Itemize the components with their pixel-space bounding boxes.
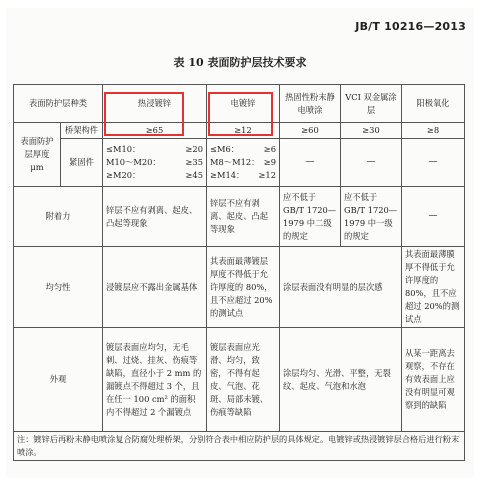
uniformity-hot-dip: 浸镀层应不露出金属基体 xyxy=(103,247,207,328)
header-thermo: 热固性粉末静电喷涂 xyxy=(280,85,341,123)
thickness-label: 表面防护层厚度 μm xyxy=(14,123,61,187)
fastener-electro xyxy=(207,139,280,187)
highlight-hot-dip-box xyxy=(104,92,184,136)
fastener-hot-dip xyxy=(103,139,207,187)
bridge-vci: ≥30 xyxy=(341,123,402,139)
fastener-electro-line: ≥M14： ≥12 xyxy=(210,170,276,180)
bridge-hot-dip: ≥65 xyxy=(103,123,207,139)
note-row xyxy=(14,432,465,461)
uniformity-row xyxy=(14,247,465,328)
bridge-thermo: ≥60 xyxy=(280,123,341,139)
uniformity-thermo-vci: 涂层表面没有明显的层次感 xyxy=(280,247,402,328)
adhesion-thermo: 应不低于GB/T 1720—1979 中二级的规定 xyxy=(280,187,341,247)
adhesion-hot-dip: 锌层不应有剥离、起皮、凸起等现象 xyxy=(103,187,207,247)
adhesion-vci: 应不低于GB/T 1720—1979 中一级的规定 xyxy=(341,187,402,247)
fastener-hot-dip-line: M10～M20： ≥35 xyxy=(106,157,203,167)
bridge-anodic: ≥8 xyxy=(402,123,465,139)
table-title: 表 10 表面防护层技术要求 xyxy=(173,56,307,69)
header-electro: 电镀锌 xyxy=(207,85,280,123)
highlight-electro-box xyxy=(208,92,273,136)
appearance-anodic: 从某一距离去观察，不存在有效表面上应没有明显可观察到的缺陷 xyxy=(402,328,465,432)
uniformity-label: 均匀性 xyxy=(14,247,103,328)
appearance-label: 外观 xyxy=(14,328,103,432)
fastener-hot-dip-line: ≥M20： ≥45 xyxy=(106,170,203,180)
fastener-anodic: — xyxy=(402,139,465,187)
uniformity-anodic: 其表面最薄膜厚不得低于允许厚度的 80%，且不应超过 20%的测试点 xyxy=(402,247,465,328)
table-note: 注：镀锌后再粉末静电喷涂复合防腐处理桥架，分别符合表中相应防护层的具体规定。电镀锌或热浸镀锌层合格后进行粉末喷涂。 xyxy=(14,432,465,461)
adhesion-row xyxy=(14,187,465,247)
fastener-electro-line: ≤M6： ≥6 xyxy=(210,144,276,154)
standard-number: JB/T 10216—2013 xyxy=(355,20,466,33)
adhesion-label: 附着力 xyxy=(14,187,103,247)
adhesion-anodic: — xyxy=(402,187,465,247)
fastener-vci: — xyxy=(341,139,402,187)
fastener-hot-dip-line: ≤M10： ≥20 xyxy=(106,144,203,154)
appearance-electro: 镀层表面应光滑、均匀，致密，不得有起皮、气泡、花斑、局部未镀、伤痕等缺陷 xyxy=(207,328,280,432)
protection-layer-table xyxy=(13,84,465,461)
header-vci: VCI 双金属涂层 xyxy=(341,85,402,123)
bridge-label: 桥架构件 xyxy=(61,123,103,139)
fastener-label: 紧固件 xyxy=(61,139,103,187)
fastener-electro-line: M8～M12： ≥9 xyxy=(210,157,276,167)
appearance-hot-dip: 镀层表面应均匀，无毛刺、过烧、挂灰、伤痕等缺陷，直径小于 2 mm 的漏镀点不得超过 3 个，且在任一 100 cm² 的面积内不得超过 2 个漏镀点 xyxy=(103,328,207,432)
header-hot-dip: 热浸镀锌 xyxy=(103,85,207,123)
uniformity-electro: 其表面最薄镀层厚度不得低于允许厚度的 80%，且不应超过 20% 的测试点 xyxy=(207,247,280,328)
thickness-fastener-row xyxy=(14,139,465,187)
appearance-row xyxy=(14,328,465,432)
fastener-thermo: — xyxy=(280,139,341,187)
header-type: 表面防护层种类 xyxy=(14,85,103,123)
bridge-electro: ≥12 xyxy=(207,123,280,139)
adhesion-electro: 锌层不应有剥离、起皮、凸起等现象 xyxy=(207,187,280,247)
header-anodic: 阳极氧化 xyxy=(402,85,465,123)
appearance-thermo-vci: 涂层均匀、光滑、平整，无裂纹、起皮、气泡和水泡 xyxy=(280,328,402,432)
